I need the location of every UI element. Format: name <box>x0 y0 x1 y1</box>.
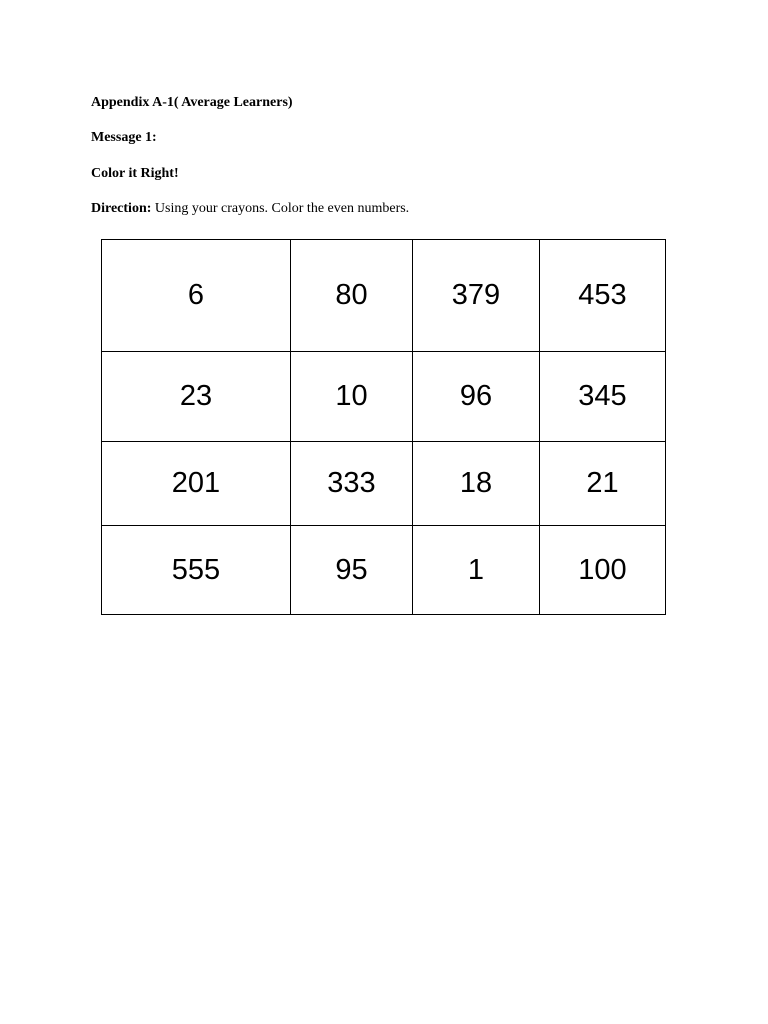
number-cell[interactable]: 333 <box>291 442 413 526</box>
number-cell[interactable]: 80 <box>291 240 413 352</box>
direction-text: Using your crayons. Color the even numbers. <box>151 201 410 216</box>
activity-title: Color it Right! <box>91 166 179 181</box>
number-cell[interactable]: 345 <box>540 352 666 442</box>
number-cell[interactable]: 100 <box>540 526 666 615</box>
direction-label: Direction: <box>91 201 152 216</box>
number-cell[interactable]: 96 <box>413 352 540 442</box>
number-cell[interactable]: 18 <box>413 442 540 526</box>
number-cell[interactable]: 453 <box>540 240 666 352</box>
grid-row <box>102 526 666 615</box>
appendix-heading: Appendix A-1( Average Learners) <box>91 95 293 110</box>
number-cell[interactable]: 1 <box>413 526 540 615</box>
number-cell[interactable]: 95 <box>291 526 413 615</box>
number-cell[interactable]: 379 <box>413 240 540 352</box>
number-cell[interactable]: 21 <box>540 442 666 526</box>
number-cell[interactable]: 6 <box>102 240 291 352</box>
grid-row <box>102 240 666 352</box>
number-cell[interactable]: 23 <box>102 352 291 442</box>
number-cell[interactable]: 201 <box>102 442 291 526</box>
number-grid <box>101 239 666 615</box>
number-cell[interactable]: 555 <box>102 526 291 615</box>
grid-row <box>102 442 666 526</box>
direction-line <box>91 200 409 218</box>
message-label: Message 1: <box>91 130 157 145</box>
number-cell[interactable]: 10 <box>291 352 413 442</box>
grid-row <box>102 352 666 442</box>
